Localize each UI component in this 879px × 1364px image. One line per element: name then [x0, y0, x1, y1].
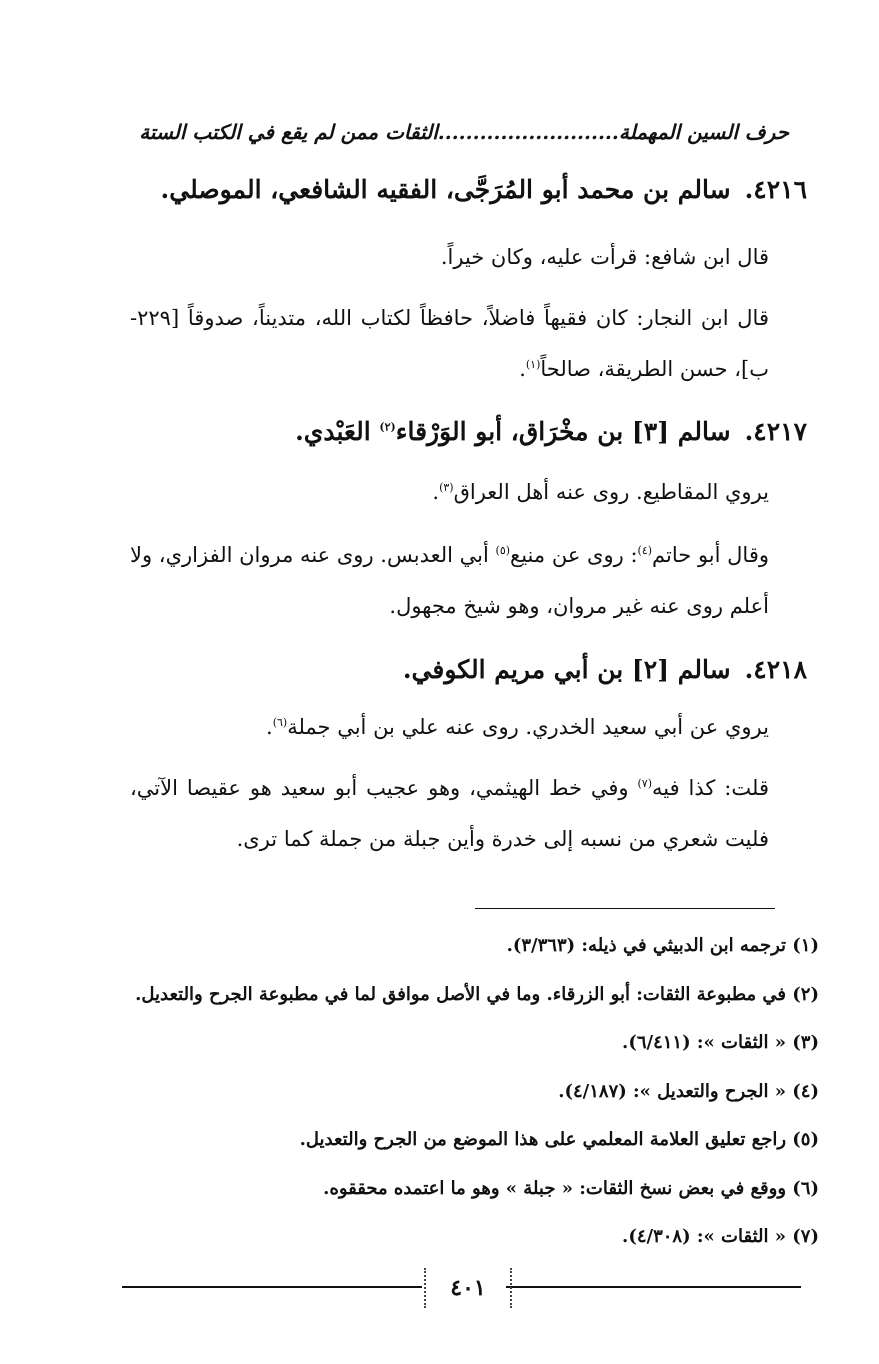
entry-name: سالم بن محمد أبو المُرَجَّى، الفقيه الشافعي، الموصلي.: [160, 175, 731, 204]
entry-name: سالم [٣] بن مخْرَاق، أبو الوَرْقاء: [395, 417, 731, 446]
entry-title: [130, 170, 807, 210]
footnote-ref: (٤): [637, 544, 653, 557]
paragraph-tail: .: [266, 715, 273, 739]
entry-title: [130, 412, 807, 452]
footnote-ref: (٥): [495, 544, 511, 557]
paragraph: [130, 530, 807, 632]
footnote-separator: [475, 908, 775, 909]
footnote: (٦) ووقع في بعض نسخ الثقات: « جبلة » وهو ما اعتمده محققوه.: [323, 1177, 819, 1199]
footnote: (٤) « الجرح والتعديل »: (٤/١٨٧).: [558, 1080, 819, 1102]
footnote-ref: (٧): [637, 777, 652, 790]
paragraph-text: وقال أبو حاتم: [652, 543, 769, 567]
footnote: (١) ترجمه ابن الدبيثي في ذيله: (٣/٣٦٣).: [506, 935, 819, 956]
entry-4216: [130, 170, 807, 210]
entry-name-tail: العَبْدي.: [295, 417, 380, 446]
paragraph: [130, 467, 807, 518]
footnote-ref: (٦): [272, 716, 288, 729]
entry-4218-para-1: [130, 702, 807, 753]
entry-4217-para-1: [130, 467, 807, 518]
paragraph: [130, 763, 807, 865]
bottom-rule-left: [122, 1286, 422, 1288]
entry-4216-para-1: [130, 232, 807, 283]
paragraph-text: يروي المقاطيع. روى عنه أهل العراق: [453, 480, 769, 504]
entry-number: ٤٢١٧.: [744, 417, 807, 446]
paragraph-text: يروي عن أبي سعيد الخدري. روى عنه علي بن أبي جملة: [287, 715, 769, 739]
paragraph-tail: .: [432, 480, 440, 504]
entry-title: [130, 650, 807, 690]
footnote-ref: (١): [525, 358, 541, 371]
paragraph: [130, 293, 807, 395]
page-number: ٤٠١: [424, 1268, 512, 1308]
paragraph-tail: .: [519, 357, 526, 381]
entry-4216-para-2: [130, 293, 807, 395]
footnotes: [130, 922, 819, 1262]
footnote-ref: (٣): [439, 481, 454, 494]
paragraph-tail: أبي العدبس. روى عنه مروان الفزاري، ولا أعلم روى عنه غير مروان، وهو شيخ مجهول.: [130, 543, 769, 618]
entry-number: ٤٢١٨.: [744, 655, 807, 684]
entry-name: سالم [٢] بن أبي مريم الكوفي.: [402, 655, 731, 684]
header-book-title: الثقات ممن لم يقع في الكتب الستة: [139, 120, 438, 144]
paragraph-text: : روى عن منيع: [510, 543, 638, 567]
header-section-title: حرف السين المهملة: [618, 120, 789, 144]
paragraph-text: قال ابن النجار: كان فقيهاً فاضلاً، حافظاً لكتاب الله، متديناً، صدوقاً [٢٢٩-ب]، حسن الطريقة، صالحاً: [130, 306, 769, 381]
footnote: (٥) راجع تعليق العلامة المعلمي على هذا الموضع من الجرح والتعديل.: [299, 1129, 819, 1150]
header-dots: ..........................: [437, 120, 619, 144]
footnote-ref: (٢): [379, 420, 396, 434]
entry-4218-para-2: [130, 763, 807, 865]
bottom-rule-right: [506, 1286, 801, 1288]
paragraph: [130, 232, 807, 283]
entry-4217-para-2: [130, 530, 807, 632]
paragraph: [130, 702, 807, 753]
paragraph-text: قال ابن شافع: قرأت عليه، وكان خيراً.: [440, 245, 769, 269]
footnote: (٣) « الثقات »: (٦/٤١١).: [622, 1032, 819, 1053]
running-header: [130, 112, 789, 152]
footnote: (٢) في مطبوعة الثقات: أبو الزرقاء. وما في الأصل موافق لما في مطبوعة الجرح والتعديل.: [135, 983, 819, 1005]
footnote: (٧) « الثقات »: (٤/٣٠٨).: [622, 1226, 819, 1247]
entry-number: ٤٢١٦.: [744, 175, 807, 204]
paragraph-tail: وفي خط الهيثمي، وهو عجيب أبو سعيد هو عقيصا الآتي، فليت شعري من نسبه إلى خدرة وأين جبلة من جملة كما ترى.: [130, 776, 769, 851]
entry-4218: [130, 650, 807, 690]
entry-4217: [130, 412, 807, 452]
paragraph-text: قلت: كذا فيه: [651, 776, 769, 800]
